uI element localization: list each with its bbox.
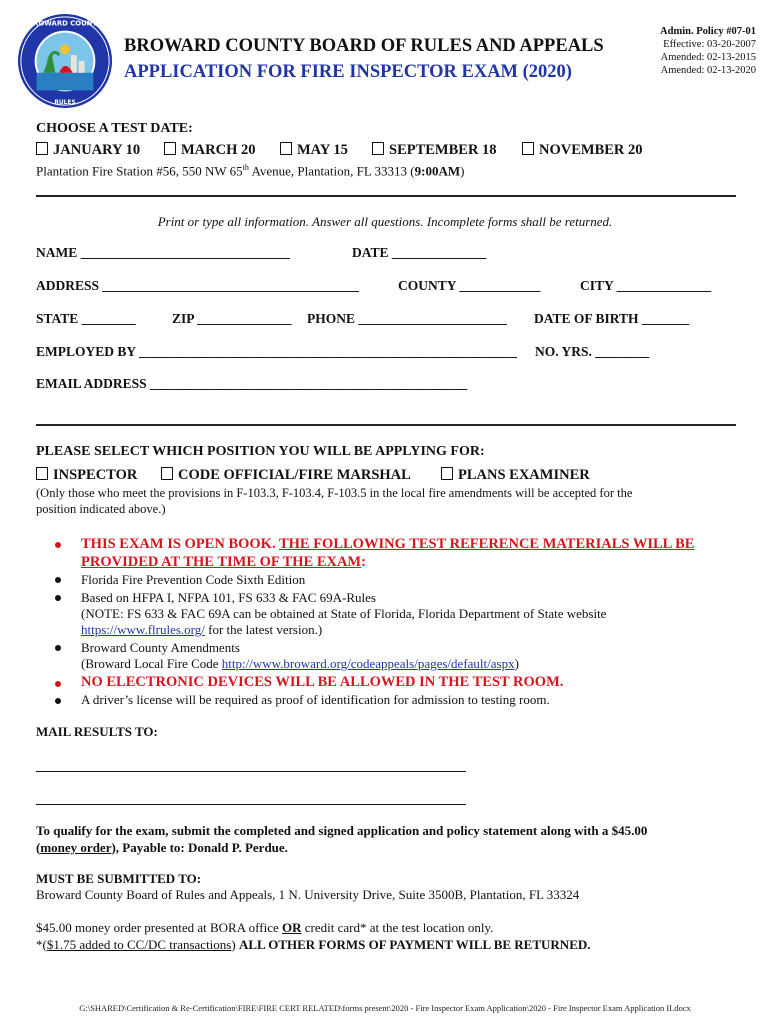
checkbox-september-18[interactable] bbox=[372, 142, 384, 155]
or-text: OR bbox=[281, 920, 302, 935]
reference-item-3: Broward County Amendments bbox=[81, 640, 240, 655]
qualify-line-1: To qualify for the exam, submit the completed and signed application and policy statement along with a $45.00 bbox=[36, 823, 648, 838]
location-end: ) bbox=[460, 163, 465, 179]
flrules-link[interactable]: https://www.flrules.org/ bbox=[81, 622, 205, 637]
dob-field[interactable]: DATE OF BIRTH _______ bbox=[534, 311, 690, 326]
location-sup: th bbox=[242, 163, 249, 172]
option-november-20[interactable] bbox=[522, 142, 643, 159]
option-march-20[interactable] bbox=[164, 142, 256, 159]
option-label: NOVEMBER 20 bbox=[539, 142, 643, 158]
option-label: CODE OFFICIAL/FIRE MARSHAL bbox=[178, 467, 411, 483]
option-label: MAY 15 bbox=[297, 142, 348, 158]
reference-item-2-link-line bbox=[81, 622, 322, 638]
bullet bbox=[55, 542, 61, 548]
bullet bbox=[55, 698, 61, 704]
materials-colon: : bbox=[361, 554, 366, 570]
checkbox-plans-examiner[interactable] bbox=[441, 467, 453, 480]
seal-text-top: BROWARD COUNTY bbox=[27, 19, 103, 28]
position-note-2: position indicated above.) bbox=[36, 502, 166, 516]
payment-warning: ALL OTHER FORMS OF PAYMENT WILL BE RETURNED. bbox=[238, 937, 591, 952]
years-field[interactable]: NO. YRS. ________ bbox=[535, 344, 650, 359]
open-book-notice bbox=[81, 536, 694, 553]
city-field[interactable]: CITY ______________ bbox=[580, 278, 712, 293]
test-date-label: CHOOSE A TEST DATE: bbox=[36, 121, 193, 136]
location-text-2: Avenue, Plantation, FL 33313 ( bbox=[248, 163, 415, 179]
admin-policy: Admin. Policy #07-01 bbox=[660, 26, 756, 37]
qualify-line-2 bbox=[36, 840, 288, 856]
exam-location bbox=[36, 163, 464, 179]
payable-text: ), Payable to: Donald P. Perdue. bbox=[111, 840, 288, 855]
location-text: Plantation Fire Station #56, 550 NW 65 bbox=[36, 163, 243, 179]
option-label: PLANS EXAMINER bbox=[458, 467, 590, 483]
option-label: INSPECTOR bbox=[53, 467, 138, 483]
option-may-15[interactable] bbox=[280, 142, 348, 159]
submit-address: Broward County Board of Rules and Appeals, 1 N. University Drive, Suite 3500B, Plantation, FL 33324 bbox=[36, 887, 580, 902]
seal-text-bottom: RULES bbox=[54, 100, 76, 107]
link-post-text: ) bbox=[514, 656, 519, 671]
amended-date-1: Amended: 02-13-2015 bbox=[660, 52, 756, 63]
position-note-1: (Only those who meet the provisions in F-103.3, F-103.4, F-103.5 in the local fire amendments will be accepted for the bbox=[36, 486, 633, 500]
option-code-official[interactable] bbox=[161, 467, 411, 484]
name-field[interactable]: NAME _______________________________ bbox=[36, 245, 290, 260]
state-field[interactable]: STATE ________ bbox=[36, 311, 136, 326]
option-january-10[interactable] bbox=[36, 142, 140, 159]
option-plans-examiner[interactable] bbox=[441, 467, 590, 484]
phone-field[interactable]: PHONE ______________________ bbox=[307, 311, 507, 326]
broward-county-seal bbox=[16, 12, 114, 110]
reference-item-2: Based on HFPA I, NFPA 101, FS 633 & FAC 69A-Rules bbox=[81, 590, 376, 605]
divider-2 bbox=[36, 424, 736, 426]
policy-info bbox=[660, 25, 756, 77]
option-label: JANUARY 10 bbox=[53, 142, 141, 158]
payment-text-2: credit card* at the test location only. bbox=[301, 920, 494, 935]
email-field[interactable]: EMAIL ADDRESS _______________________________________________ bbox=[36, 376, 468, 391]
divider-1 bbox=[36, 195, 736, 197]
position-label: PLEASE SELECT WHICH POSITION YOU WILL BE APPLYING FOR: bbox=[36, 444, 485, 459]
broward-link[interactable]: http://www.broward.org/codeappeals/pages/default/aspx bbox=[221, 656, 515, 671]
checkbox-march-20[interactable] bbox=[164, 142, 176, 155]
submit-label: MUST BE SUBMITTED TO: bbox=[36, 871, 202, 886]
mail-results-label: MAIL RESULTS TO: bbox=[36, 724, 158, 739]
reference-item-1: Florida Fire Prevention Code Sixth Edition bbox=[81, 572, 306, 587]
instructions: Print or type all information. Answer all questions. Incomplete forms shall be returned. bbox=[157, 214, 613, 229]
form-title: BROWARD COUNTY BOARD OF RULES AND APPEALS bbox=[124, 36, 604, 56]
payment-line-2 bbox=[36, 937, 591, 953]
payment-line-1 bbox=[36, 920, 493, 936]
checkbox-inspector[interactable] bbox=[36, 467, 48, 480]
link-pre-text: (Broward Local Fire Code bbox=[81, 656, 222, 671]
effective-date: Effective: 03-20-2007 bbox=[663, 39, 756, 50]
checkbox-code-official[interactable] bbox=[161, 467, 173, 480]
file-path-footer: G:\SHARED\Certification & Re-Certification\FIRE\FIRE CERT RELATED\forms present\2020 - Fire Inspector Exam Application\2020 - Fire Inspector Exam Application II.docx bbox=[79, 1003, 691, 1013]
zip-field[interactable]: ZIP ______________ bbox=[172, 311, 292, 326]
amended-date-2: Amended: 02-13-2020 bbox=[660, 65, 756, 76]
fee-text: $1.75 added to CC/DC transactions bbox=[46, 937, 232, 952]
materials-text-1: THE FOLLOWING TEST REFERENCE MATERIALS WILL BE bbox=[278, 536, 695, 552]
bullet bbox=[55, 577, 61, 583]
mail-address-line-2[interactable] bbox=[36, 804, 466, 805]
option-september-18[interactable] bbox=[372, 142, 497, 159]
star-text: *( bbox=[36, 937, 47, 952]
open-book-notice-2 bbox=[81, 554, 366, 571]
reference-item-2-note: (NOTE: FS 633 & FAC 69A can be obtained at State of Florida, Florida Department of State website bbox=[81, 606, 607, 621]
bullet bbox=[55, 681, 61, 687]
mail-address-line-1[interactable] bbox=[36, 771, 466, 772]
link-post-text: for the latest version.) bbox=[204, 622, 323, 637]
payment-text: $45.00 money order presented at BORA office bbox=[36, 920, 282, 935]
paren-close: ) bbox=[231, 937, 239, 952]
no-devices-notice: NO ELECTRONIC DEVICES WILL BE ALLOWED IN THE TEST ROOM. bbox=[81, 674, 564, 690]
checkbox-january-10[interactable] bbox=[36, 142, 48, 155]
exam-time: 9:00AM bbox=[414, 163, 461, 179]
county-field[interactable]: COUNTY ____________ bbox=[398, 278, 541, 293]
paren-open: ( bbox=[36, 840, 41, 855]
bullet bbox=[55, 645, 61, 651]
option-label: SEPTEMBER 18 bbox=[389, 142, 497, 158]
license-notice: A driver’s license will be required as proof of identification for admission to testing room. bbox=[81, 692, 550, 707]
bullet bbox=[55, 595, 61, 601]
materials-text-2: PROVIDED AT THE TIME OF THE EXAM bbox=[81, 554, 362, 570]
date-field[interactable]: DATE ______________ bbox=[352, 245, 487, 260]
option-inspector[interactable] bbox=[36, 467, 137, 484]
reference-item-3-link-line bbox=[81, 656, 519, 672]
form-subtitle: APPLICATION FOR FIRE INSPECTOR EXAM (2020) bbox=[124, 62, 572, 82]
option-label: MARCH 20 bbox=[181, 142, 256, 158]
address-field[interactable]: ADDRESS ______________________________________ bbox=[36, 278, 359, 293]
checkbox-may-15[interactable] bbox=[280, 142, 292, 155]
money-order-text: money order bbox=[40, 840, 112, 855]
checkbox-november-20[interactable] bbox=[522, 142, 534, 155]
open-book-text: THIS EXAM IS OPEN BOOK. bbox=[81, 536, 279, 552]
employed-by-field[interactable]: EMPLOYED BY ________________________________________________________ bbox=[36, 344, 518, 359]
